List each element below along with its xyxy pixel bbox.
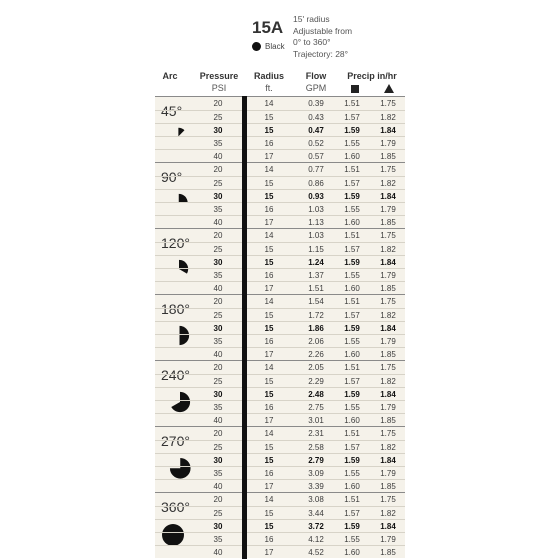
pressure-cell: 20 <box>213 99 223 108</box>
precip-triangle-cell: 1.75 <box>380 231 396 240</box>
table-row <box>155 374 405 388</box>
flow-cell: 3.39 <box>308 482 324 491</box>
pressure-cell: 40 <box>213 218 223 227</box>
radius-cell: 15 <box>264 377 274 386</box>
radius-cell: 14 <box>264 165 274 174</box>
precip-square-cell: 1.60 <box>344 218 360 227</box>
flow-cell: 2.58 <box>308 443 324 452</box>
spec-list <box>293 14 352 60</box>
precip-triangle-cell: 1.79 <box>380 205 396 214</box>
precip-square-cell: 1.51 <box>344 429 360 438</box>
table-row <box>155 453 405 467</box>
pressure-cell: 35 <box>213 337 223 346</box>
table-row <box>155 110 405 124</box>
table-row <box>155 308 405 322</box>
pressure-cell: 25 <box>213 509 223 518</box>
precip-square-cell: 1.57 <box>344 245 360 254</box>
precip-triangle-cell: 1.82 <box>380 377 396 386</box>
arc-group <box>155 162 405 228</box>
radius-cell: 15 <box>264 443 274 452</box>
precip-square-cell: 1.51 <box>344 165 360 174</box>
table-row <box>155 242 405 256</box>
spec-range: 0° to 360° <box>293 37 331 47</box>
table-row <box>155 229 405 242</box>
flow-cell: 2.31 <box>308 429 324 438</box>
header-arc: Arc <box>162 71 178 81</box>
precip-triangle-cell: 1.84 <box>380 390 396 399</box>
radius-cell: 16 <box>264 403 274 412</box>
flow-cell: 1.24 <box>308 258 324 267</box>
table-row <box>155 136 405 150</box>
precip-triangle-cell: 1.79 <box>380 535 396 544</box>
precip-square-cell: 1.60 <box>344 350 360 359</box>
precip-square-cell: 1.59 <box>344 522 360 531</box>
precip-triangle-cell: 1.85 <box>380 218 396 227</box>
precip-square-cell: 1.51 <box>344 297 360 306</box>
precip-triangle-cell: 1.84 <box>380 126 396 135</box>
pressure-cell: 35 <box>213 271 223 280</box>
radius-cell: 16 <box>264 337 274 346</box>
precip-square-cell: 1.57 <box>344 509 360 518</box>
precip-square-cell: 1.55 <box>344 139 360 148</box>
precip-triangle-cell: 1.84 <box>380 258 396 267</box>
pressure-cell: 20 <box>213 495 223 504</box>
pressure-cell: 30 <box>213 192 223 201</box>
precip-triangle-cell: 1.85 <box>380 152 396 161</box>
pressure-cell: 25 <box>213 377 223 386</box>
flow-cell: 1.51 <box>308 284 324 293</box>
table-row <box>155 189 405 203</box>
table-row <box>155 427 405 440</box>
radius-cell: 14 <box>264 429 274 438</box>
table-row <box>155 321 405 335</box>
table-row <box>155 440 405 454</box>
table-row <box>155 176 405 190</box>
precip-square-cell: 1.55 <box>344 469 360 478</box>
radius-cell: 17 <box>264 284 274 293</box>
precip-triangle-cell: 1.82 <box>380 113 396 122</box>
precip-square-cell: 1.55 <box>344 403 360 412</box>
pressure-cell: 30 <box>213 324 223 333</box>
precip-triangle-cell: 1.85 <box>380 548 396 557</box>
radius-cell: 14 <box>264 297 274 306</box>
table-row <box>155 532 405 546</box>
precip-triangle-cell: 1.82 <box>380 443 396 452</box>
precip-square-cell: 1.55 <box>344 337 360 346</box>
pressure-cell: 30 <box>213 258 223 267</box>
pressure-cell: 20 <box>213 429 223 438</box>
pressure-cell: 35 <box>213 535 223 544</box>
table-row <box>155 519 405 533</box>
arc-label: 270° <box>161 433 190 449</box>
flow-cell: 2.05 <box>308 363 324 372</box>
flow-cell: 4.12 <box>308 535 324 544</box>
precip-triangle-cell: 1.79 <box>380 139 396 148</box>
precip-square-cell: 1.57 <box>344 377 360 386</box>
precip-triangle-cell: 1.75 <box>380 495 396 504</box>
precip-triangle-cell: 1.85 <box>380 284 396 293</box>
precip-square-cell: 1.55 <box>344 271 360 280</box>
arc-label: 120° <box>161 235 190 251</box>
header-flow: Flow GPM <box>305 71 327 93</box>
radius-cell: 15 <box>264 126 274 135</box>
precip-triangle-cell: 1.75 <box>380 165 396 174</box>
pressure-cell: 30 <box>213 522 223 531</box>
precip-square-cell: 1.57 <box>344 113 360 122</box>
pressure-cell: 25 <box>213 443 223 452</box>
triangle-spacing-icon <box>384 84 394 93</box>
pressure-cell: 30 <box>213 456 223 465</box>
arc-label: 45° <box>161 103 183 119</box>
radius-cell: 17 <box>264 350 274 359</box>
radius-cell: 17 <box>264 548 274 557</box>
radius-cell: 17 <box>264 218 274 227</box>
flow-cell: 2.29 <box>308 377 324 386</box>
precip-square-cell: 1.59 <box>344 192 360 201</box>
flow-cell: 2.79 <box>308 456 324 465</box>
precip-triangle-cell: 1.82 <box>380 509 396 518</box>
radius-cell: 15 <box>264 509 274 518</box>
radius-cell: 14 <box>264 495 274 504</box>
flow-cell: 2.26 <box>308 350 324 359</box>
precip-triangle-cell: 1.82 <box>380 179 396 188</box>
pressure-cell: 20 <box>213 231 223 240</box>
square-spacing-icon <box>351 85 359 93</box>
table-row <box>155 202 405 216</box>
pressure-cell: 20 <box>213 363 223 372</box>
model-name: 15A <box>252 18 284 37</box>
flow-cell: 0.86 <box>308 179 324 188</box>
radius-cell: 15 <box>264 522 274 531</box>
table-row <box>155 268 405 282</box>
spec-radius: 15' radius <box>293 14 330 24</box>
flow-cell: 0.47 <box>308 126 324 135</box>
precip-triangle-cell: 1.75 <box>380 363 396 372</box>
arc-label: 360° <box>161 499 190 515</box>
precip-triangle-cell: 1.84 <box>380 192 396 201</box>
pressure-cell: 35 <box>213 139 223 148</box>
precip-triangle-cell: 1.84 <box>380 522 396 531</box>
precip-square-cell: 1.59 <box>344 456 360 465</box>
precip-square-cell: 1.57 <box>344 311 360 320</box>
flow-cell: 4.52 <box>308 548 324 557</box>
precip-triangle-cell: 1.79 <box>380 403 396 412</box>
precip-square-cell: 1.51 <box>344 231 360 240</box>
pressure-cell: 25 <box>213 179 223 188</box>
table-row <box>155 295 405 308</box>
table-row <box>155 493 405 506</box>
precip-square-cell: 1.59 <box>344 390 360 399</box>
table-row <box>155 255 405 269</box>
flow-cell: 0.77 <box>308 165 324 174</box>
flow-cell: 2.06 <box>308 337 324 346</box>
pressure-cell: 40 <box>213 548 223 557</box>
pressure-cell: 40 <box>213 416 223 425</box>
pressure-cell: 40 <box>213 482 223 491</box>
pressure-cell: 35 <box>213 205 223 214</box>
radius-column-divider <box>242 96 247 559</box>
table-row <box>155 163 405 176</box>
radius-cell: 17 <box>264 482 274 491</box>
flow-cell: 1.86 <box>308 324 324 333</box>
table-row <box>155 347 405 361</box>
color-indicator <box>252 42 285 51</box>
precip-square-cell: 1.55 <box>344 535 360 544</box>
table-row <box>155 334 405 348</box>
precip-square-cell: 1.59 <box>344 258 360 267</box>
precip-square-cell: 1.51 <box>344 99 360 108</box>
precip-triangle-cell: 1.75 <box>380 99 396 108</box>
precip-triangle-cell: 1.85 <box>380 482 396 491</box>
precip-square-cell: 1.57 <box>344 179 360 188</box>
precip-triangle-cell: 1.84 <box>380 324 396 333</box>
flow-cell: 1.54 <box>308 297 324 306</box>
precip-square-cell: 1.60 <box>344 482 360 491</box>
pressure-cell: 35 <box>213 403 223 412</box>
precip-square-cell: 1.59 <box>344 324 360 333</box>
flow-cell: 3.01 <box>308 416 324 425</box>
flow-cell: 1.13 <box>308 218 324 227</box>
precip-square-cell: 1.60 <box>344 548 360 557</box>
precip-square-cell: 1.59 <box>344 126 360 135</box>
radius-cell: 15 <box>264 245 274 254</box>
flow-cell: 0.57 <box>308 152 324 161</box>
flow-cell: 1.15 <box>308 245 324 254</box>
radius-cell: 15 <box>264 192 274 201</box>
radius-cell: 16 <box>264 271 274 280</box>
pressure-cell: 25 <box>213 245 223 254</box>
flow-cell: 0.52 <box>308 139 324 148</box>
radius-cell: 16 <box>264 535 274 544</box>
flow-cell: 3.44 <box>308 509 324 518</box>
table-row <box>155 215 405 229</box>
radius-cell: 16 <box>264 139 274 148</box>
flow-cell: 1.37 <box>308 271 324 280</box>
precip-triangle-cell: 1.79 <box>380 337 396 346</box>
radius-cell: 15 <box>264 113 274 122</box>
arc-group <box>155 360 405 426</box>
arc-group <box>155 294 405 360</box>
precip-triangle-cell: 1.79 <box>380 469 396 478</box>
precip-triangle-cell: 1.75 <box>380 297 396 306</box>
table-row <box>155 281 405 295</box>
table-row <box>155 413 405 427</box>
precip-triangle-cell: 1.79 <box>380 271 396 280</box>
table-row <box>155 149 405 163</box>
radius-cell: 15 <box>264 179 274 188</box>
radius-cell: 14 <box>264 231 274 240</box>
table-row <box>155 97 405 110</box>
precip-triangle-cell: 1.75 <box>380 429 396 438</box>
pressure-cell: 30 <box>213 390 223 399</box>
precip-triangle-cell: 1.84 <box>380 456 396 465</box>
header-radius: Radius ft. <box>253 71 284 93</box>
flow-cell: 3.72 <box>308 522 324 531</box>
radius-cell: 15 <box>264 324 274 333</box>
pressure-cell: 40 <box>213 284 223 293</box>
flow-cell: 0.93 <box>308 192 324 201</box>
radius-cell: 17 <box>264 416 274 425</box>
flow-cell: 2.75 <box>308 403 324 412</box>
radius-cell: 15 <box>264 390 274 399</box>
arc-group <box>155 96 405 162</box>
precip-square-cell: 1.60 <box>344 416 360 425</box>
pressure-cell: 40 <box>213 350 223 359</box>
table-row <box>155 466 405 480</box>
arc-label: 240° <box>161 367 190 383</box>
flow-cell: 1.03 <box>308 205 324 214</box>
flow-cell: 0.43 <box>308 113 324 122</box>
radius-cell: 15 <box>264 456 274 465</box>
table-row <box>155 545 405 559</box>
precip-square-cell: 1.57 <box>344 443 360 452</box>
radius-cell: 15 <box>264 311 274 320</box>
flow-cell: 0.39 <box>308 99 324 108</box>
precip-triangle-cell: 1.82 <box>380 311 396 320</box>
radius-cell: 17 <box>264 152 274 161</box>
spec-adjustable: Adjustable from <box>293 25 353 36</box>
flow-cell: 2.48 <box>308 390 324 399</box>
table-row <box>155 361 405 374</box>
table-row <box>155 123 405 137</box>
pressure-cell: 35 <box>213 469 223 478</box>
arc-group <box>155 492 405 558</box>
radius-cell: 16 <box>264 469 274 478</box>
precip-triangle-cell: 1.82 <box>380 245 396 254</box>
pressure-cell: 25 <box>213 113 223 122</box>
arc-label: 90° <box>161 169 183 185</box>
flow-cell: 1.03 <box>308 231 324 240</box>
radius-cell: 14 <box>264 99 274 108</box>
pressure-cell: 20 <box>213 165 223 174</box>
black-color-dot-icon <box>252 42 261 51</box>
precip-square-cell: 1.60 <box>344 284 360 293</box>
spec-trajectory: Trajectory: 28° <box>293 48 349 59</box>
arc-label: 180° <box>161 301 190 317</box>
flow-cell: 3.08 <box>308 495 324 504</box>
flow-cell: 3.09 <box>308 469 324 478</box>
precip-square-cell: 1.51 <box>344 495 360 504</box>
table-row <box>155 479 405 493</box>
radius-cell: 14 <box>264 363 274 372</box>
precip-triangle-cell: 1.85 <box>380 350 396 359</box>
table-row <box>155 506 405 520</box>
flow-cell: 1.72 <box>308 311 324 320</box>
color-label: Black <box>265 42 285 51</box>
radius-cell: 15 <box>264 258 274 267</box>
arc-group <box>155 228 405 294</box>
radius-cell: 16 <box>264 205 274 214</box>
pressure-cell: 40 <box>213 152 223 161</box>
table-row <box>155 387 405 401</box>
header-pressure: Pressure PSI <box>199 71 239 93</box>
pressure-cell: 30 <box>213 126 223 135</box>
precip-square-cell: 1.60 <box>344 152 360 161</box>
pressure-cell: 25 <box>213 311 223 320</box>
arc-group <box>155 426 405 492</box>
precip-triangle-cell: 1.85 <box>380 416 396 425</box>
table-row <box>155 400 405 414</box>
precip-square-cell: 1.55 <box>344 205 360 214</box>
pressure-cell: 20 <box>213 297 223 306</box>
precip-square-cell: 1.51 <box>344 363 360 372</box>
header-precip: Precip in/hr <box>338 70 406 93</box>
